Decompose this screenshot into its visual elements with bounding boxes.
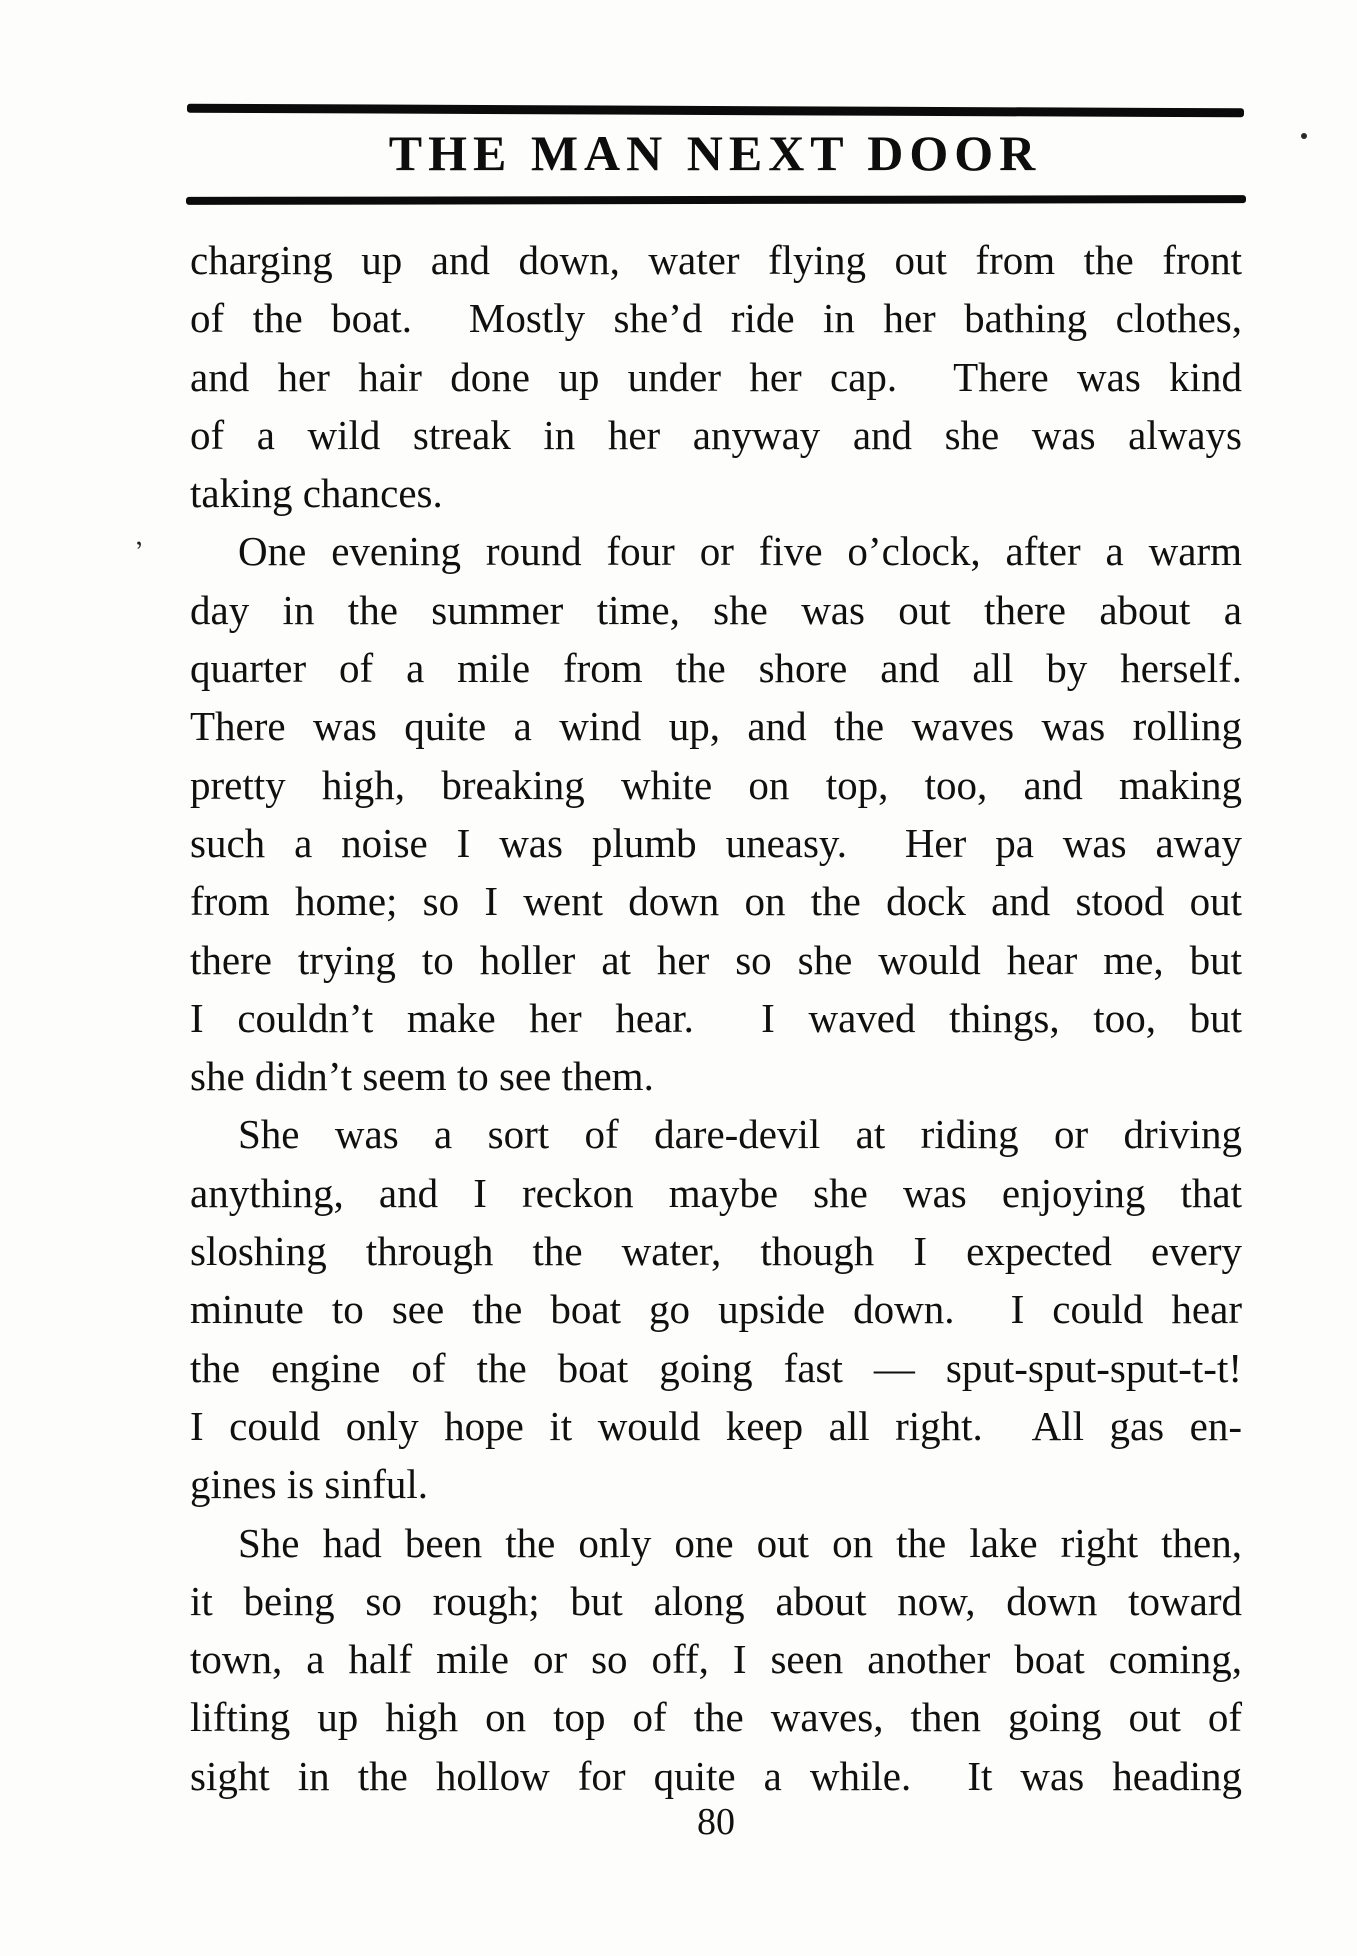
text-line: of a wild streak in her anyway and she was always (190, 411, 1242, 458)
text-line: anything, and I reckon maybe she was enjoying that (190, 1169, 1242, 1216)
text-line: it being so rough; but along about now, down toward (190, 1577, 1242, 1624)
text-line: sloshing through the water, though I expected every (190, 1228, 1242, 1275)
text-line: such a noise I was plumb uneasy. Her pa was away (190, 819, 1242, 866)
text-line: charging up and down, water flying out from the front (190, 237, 1242, 283)
text-line: from home; so I went down on the dock and stood out (190, 878, 1242, 925)
text-line: day in the summer time, she was out there about a (190, 586, 1242, 633)
scan-artifact-mark: ’ (132, 535, 149, 568)
text-line: lifting up high on top of the waves, then going out of (190, 1694, 1242, 1741)
paragraph (190, 1514, 1242, 1805)
text-line: and her hair done up under her cap. There was kind (190, 353, 1242, 400)
header-rule-bottom (186, 195, 1246, 205)
text-line: pretty high, breaking white on top, too, and making (190, 761, 1242, 808)
scan-artifact-dot (1301, 133, 1307, 139)
text-line: quarter of a mile from the shore and all by herself. (190, 645, 1242, 692)
text-line: of the boat. Mostly she’d ride in her bathing clothes, (190, 295, 1242, 342)
text-line: There was quite a wind up, and the waves was rolling (190, 703, 1242, 750)
body-text (190, 231, 1242, 1805)
text-line: gines is sinful. (190, 1461, 429, 1508)
paragraph (190, 522, 1242, 1105)
text-line: the engine of the boat going fast — sput-sput-sput-t-t! (190, 1344, 1242, 1391)
text-line: there trying to holler at her so she would hear me, but (190, 936, 1242, 983)
paragraph (190, 1105, 1242, 1513)
text-line: She was a sort of dare-devil at riding or driving (238, 1111, 1242, 1158)
text-line: sight in the hollow for quite a while. It was heading (190, 1752, 1242, 1799)
text-line: One evening round four or five o’clock, after a warm (238, 528, 1242, 575)
text-line: She had been the only one out on the lake right then, (238, 1519, 1242, 1566)
text-line: town, a half mile or so off, I seen another boat coming, (190, 1636, 1242, 1683)
page-title: THE MAN NEXT DOOR (388, 125, 1042, 181)
page-number: 80 (697, 1801, 735, 1843)
text-line: taking chances. (190, 470, 443, 517)
text-line: she didn’t seem to see them. (190, 1053, 654, 1100)
text-line: I could only hope it would keep all right. All gas en- (190, 1402, 1242, 1449)
paragraph (190, 231, 1242, 522)
text-line: minute to see the boat go upside down. I could hear (190, 1286, 1242, 1333)
text-line: I couldn’t make her hear. I waved things, too, but (190, 994, 1242, 1041)
header-rule-top (187, 104, 1244, 118)
